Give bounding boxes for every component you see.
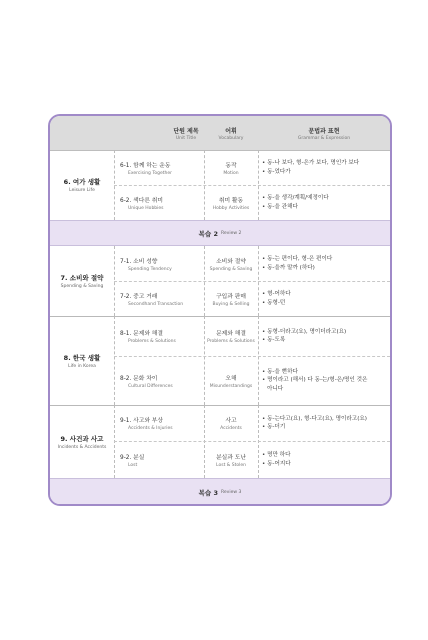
unit-title: 9. 사건과 사고 Incidents & Accidents: [57, 434, 107, 450]
unit-8-row: [50, 316, 390, 405]
unit-7-row: [50, 246, 390, 316]
review-3-row: 복습 3 Review 3: [50, 478, 390, 506]
lesson-title: 6-1. 함께 하는 운동 Exercising Together: [120, 162, 172, 176]
unit-title: 8. 한국 생활 Life in Korea: [63, 353, 101, 369]
lesson-vocab: 문제와 해결 Problems & Solutions: [207, 331, 255, 344]
header-grammar: 문법과 표현 Grammar & Expression: [297, 127, 351, 141]
unit-title: 7. 소비와 절약 Spending & Saving: [60, 274, 104, 289]
unit-title: 6. 여가 생활 Leisure Life: [63, 178, 101, 193]
lesson-title: 7-1. 소비 성향 Spending Tendency: [120, 258, 172, 272]
lesson-grammar: • 형-어하다 • 동형-던: [262, 291, 291, 306]
lesson-grammar: • 동-을 뻔하다 • 명이라고 (해서) 다 동-는/형-은/명인 것은 아니다: [262, 368, 368, 392]
lesson-grammar: • 동-는다고(요), 형-다고(요), 명이라고(요) • 동-더기: [262, 415, 367, 430]
unit-9-row: [50, 405, 390, 478]
lesson-grammar: • 동-나 보다, 형-은가 보다, 명인가 보다 • 동-었다가: [262, 160, 360, 175]
lesson-vocab: 동작 Motion: [223, 162, 239, 176]
lesson-vocab: 구입과 판매 Buying & Selling: [212, 293, 250, 307]
lesson-grammar: • 동-을 생각/계획/예정이다 • 동-을 관해다: [262, 195, 329, 210]
header-unit-title: 단원 제목 Unit Title: [173, 127, 199, 141]
header-vocabulary: 어휘 Vocabulary: [218, 127, 244, 141]
lesson-vocab: 사고 Accidents: [220, 418, 242, 431]
lesson-title: 9-1. 사고와 부상 Accidents & Injuries: [120, 418, 173, 431]
lesson-title: 8-2. 문화 차이 Cultural Differences: [120, 375, 173, 389]
lesson-title: 9-2. 분실 Lost: [120, 454, 145, 468]
lesson-grammar: • 명만 하다 • 동-어지다: [262, 452, 291, 467]
lesson-title: 8-1. 문제와 해결 Problems & Solutions: [120, 331, 176, 344]
lesson-vocab: 소비와 절약 Spending & Saving: [209, 258, 253, 272]
lesson-title: 7-2. 중고 거래 Secondhand Transaction: [120, 293, 184, 307]
unit-6-row: [50, 150, 390, 220]
lesson-vocab: 오해 Misunderstandings: [209, 375, 253, 389]
lesson-vocab: 분실과 도난 Lost & Stolen: [216, 454, 246, 468]
lesson-title: 6-2. 색다른 취미 Unique Hobbies: [120, 197, 164, 211]
table-of-contents: [48, 114, 392, 506]
lesson-grammar: • 동-는 편이다, 형-은 편이다 • 동-을까 말까 (하다): [262, 256, 333, 271]
review-2-row: 복습 2 Review 2: [50, 220, 390, 246]
lesson-grammar: • 동형-더라고(요), 명이더라고(요) • 동-도록: [262, 328, 347, 343]
table-header: [50, 116, 390, 151]
lesson-vocab: 취미 활동 Hobby Activities: [212, 197, 250, 211]
